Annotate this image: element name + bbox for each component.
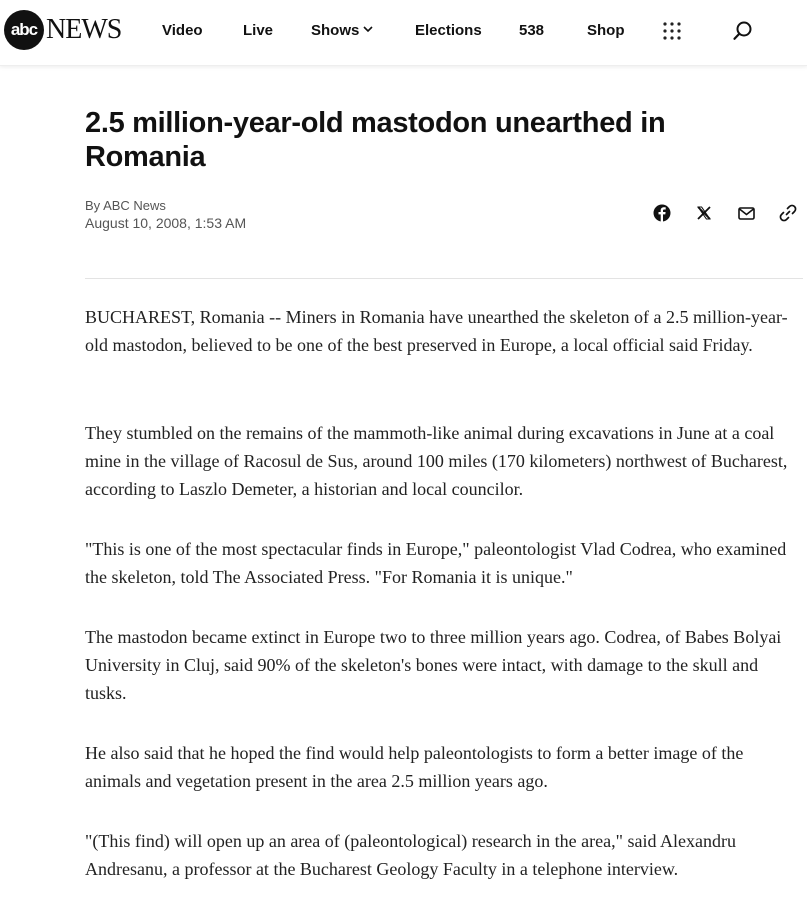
article-paragraph: They stumbled on the remains of the mammoth-like animal during excavations in June at a coal mine in the village of Racosul de Sus, around 100 miles (170 kilometers) northwest of Bucharest, according to Laszlo Demeter, a historian and local councilor.	[85, 423, 788, 499]
x-icon	[697, 206, 711, 220]
email-icon	[738, 207, 755, 220]
article-paragraph: "(This find) will open up an area of (paleontological) research in the area," said Alexandru Andresanu, a professor at the Bucharest Geology Faculty in a telephone interview.	[85, 831, 736, 879]
logo-badge: abc	[4, 10, 44, 50]
nav-live[interactable]: Live	[243, 22, 274, 39]
share-email-button[interactable]	[735, 202, 757, 224]
article-paragraph: The mastodon became extinct in Europe two to three million years ago. Codrea, of Babes Bolyai University in Cluj, said 90% of the skeleton's bones were intact, with damage to the skull and tusks.	[85, 627, 782, 703]
link-icon	[779, 204, 797, 222]
logo-wordmark: NEWS	[46, 14, 122, 45]
share-x-button[interactable]	[693, 202, 715, 224]
article-date: August 10, 2008, 1:53 AM	[85, 215, 247, 231]
nav-shows-label: Shows	[311, 22, 360, 39]
site-header	[0, 0, 807, 66]
nav-shop[interactable]: Shop	[587, 22, 625, 39]
article-paragraph: He also said that he hoped the find would help paleontologists to form a better image of the animals and vegetation present in the area 2.5 million years ago.	[85, 743, 744, 791]
nav-elections[interactable]: Elections	[415, 22, 482, 39]
abc-news-logo[interactable]	[4, 10, 121, 50]
search-icon[interactable]	[732, 20, 754, 42]
copy-link-button[interactable]	[777, 202, 799, 224]
article-paragraph: "This is one of the most spectacular finds in Europe," paleontologist Vlad Codrea, who examined the skeleton, told The Associated Press. "For Romania it is unique."	[85, 539, 787, 587]
grid-dots-icon[interactable]	[663, 22, 681, 40]
chevron-down-icon	[363, 26, 373, 33]
nav-538[interactable]: 538	[519, 22, 545, 39]
article-divider	[85, 278, 803, 279]
article-headline: 2.5 million-year-old mastodon unearthed in Romania	[85, 107, 666, 173]
share-facebook-button[interactable]	[651, 202, 673, 224]
nav-shows[interactable]	[311, 21, 373, 41]
facebook-icon	[653, 204, 671, 222]
article-paragraph: BUCHAREST, Romania -- Miners in Romania have unearthed the skeleton of a 2.5 million-year-old mastodon, believed to be one of the best preserved in Europe, a local official said Friday.	[85, 307, 788, 355]
article-byline: By ABC News	[85, 198, 166, 213]
nav-video[interactable]: Video	[162, 22, 203, 39]
